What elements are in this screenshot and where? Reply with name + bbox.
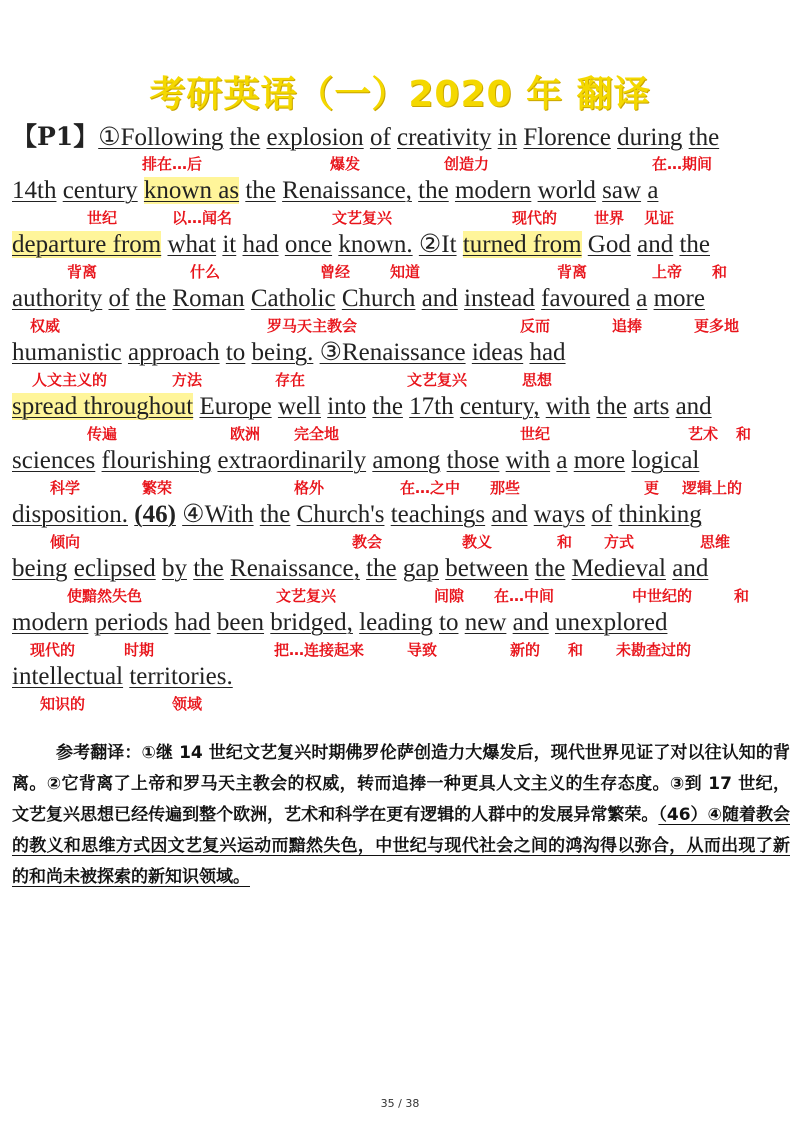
word: arts [633, 393, 670, 420]
passage-line-8 [12, 502, 792, 528]
gloss: 反而 [520, 317, 551, 335]
gloss: 爆发 [330, 155, 361, 173]
gloss: 完全地 [294, 425, 340, 443]
gloss-line-6 [12, 420, 792, 448]
word: world [537, 177, 596, 204]
word: and [637, 231, 674, 258]
paragraph-tag: 【P1】 [12, 122, 99, 151]
gloss-line-7 [12, 474, 792, 502]
word: the [245, 177, 276, 204]
reference-translation [12, 738, 790, 893]
gloss: 罗马天主教会 [267, 317, 358, 335]
word: periods [94, 609, 169, 636]
gloss: 和 [557, 533, 573, 551]
word: the [596, 393, 627, 420]
word: extraordinarily [217, 447, 367, 474]
word: logical [631, 447, 700, 474]
word: ways [533, 501, 586, 528]
word: Medieval [571, 555, 666, 582]
gloss: 间隙 [434, 587, 465, 605]
word: ①Following [98, 124, 224, 151]
word: and [672, 555, 709, 582]
gloss: 科学 [50, 479, 81, 497]
passage-line-11 [12, 664, 792, 690]
gloss-line-1 [12, 150, 792, 178]
highlighted-phrase: spread throughout [12, 393, 194, 420]
translation-text-underlined: （46）④随着教会的教义和思维方式因文艺复兴运动而黯然失色，中世纪与现代社会之间的鸿沟得以弥合，从而出现了新的和尚未被探索的新知识领域。 [12, 805, 790, 887]
word: been [216, 609, 265, 636]
gloss: 领域 [172, 695, 203, 713]
word: the [534, 555, 566, 582]
gloss-line-8 [12, 528, 792, 556]
word: the [193, 555, 224, 582]
gloss-line-11 [12, 690, 792, 718]
word: of [369, 124, 391, 151]
gloss: 见证 [644, 209, 675, 227]
word: teachings [390, 501, 486, 528]
passage-line-6 [12, 394, 792, 420]
word: Church [341, 285, 416, 312]
page-number: 35 / 38 [380, 1097, 420, 1110]
gloss: 权威 [30, 317, 61, 335]
gloss: 现代的 [30, 641, 76, 659]
gloss: 未勘查过的 [616, 641, 692, 659]
gloss: 世纪 [520, 425, 551, 443]
word: eclipsed [73, 555, 156, 582]
word: bridged, [270, 609, 353, 636]
gloss: 新的 [510, 641, 541, 659]
gloss: 排在…后 [142, 155, 203, 173]
word: into [327, 393, 367, 420]
word: God [587, 231, 631, 258]
word: more [653, 285, 705, 312]
word: Church's [296, 501, 385, 528]
word: approach [127, 339, 220, 366]
question-number: (46) [134, 501, 176, 528]
word: favoured [541, 285, 630, 312]
highlighted-phrase: turned from [462, 231, 582, 258]
word: a [556, 447, 568, 474]
gloss-line-3 [12, 258, 792, 286]
word: and [675, 393, 712, 420]
word: of [108, 285, 130, 312]
gloss: 世界 [594, 209, 625, 227]
word: creativity [397, 124, 492, 151]
word: ②It [418, 231, 457, 258]
gloss: 曾经 [320, 263, 351, 281]
gloss: 创造力 [444, 155, 490, 173]
word: with [505, 447, 551, 474]
gloss: 以…闻名 [172, 209, 233, 227]
word: and [491, 501, 528, 528]
gloss: 逻辑上的 [682, 479, 743, 497]
word: Roman [172, 285, 245, 312]
gloss: 和 [734, 587, 750, 605]
gloss: 思维 [700, 533, 731, 551]
word: 17th [409, 393, 454, 420]
gloss: 和 [736, 425, 752, 443]
gloss: 文艺复兴 [276, 587, 337, 605]
word: new [464, 609, 507, 636]
word: a [636, 285, 648, 312]
word: known. [338, 231, 413, 258]
gloss: 在…期间 [652, 155, 713, 173]
page-title: 考研英语（一）2020 年 翻译 [149, 74, 651, 115]
highlighted-phrase: departure from [12, 231, 162, 258]
word: thinking [618, 501, 702, 528]
word: and [421, 285, 458, 312]
translation-label: 参考翻译： [56, 743, 142, 763]
gloss: 繁荣 [142, 479, 173, 497]
gloss: 欧洲 [230, 425, 261, 443]
word: what [167, 231, 217, 258]
gloss: 现代的 [512, 209, 558, 227]
word: instead [464, 285, 535, 312]
word: Renaissance, [282, 177, 412, 204]
word: territories. [129, 663, 233, 690]
word: once [284, 231, 333, 258]
gloss: 背离 [557, 263, 588, 281]
word: had [529, 339, 566, 366]
word: being [12, 555, 68, 582]
gloss: 和 [568, 641, 584, 659]
word: during [617, 124, 683, 151]
gloss: 和 [712, 263, 728, 281]
word: Catholic [250, 285, 336, 312]
word: sciences [12, 447, 96, 474]
word: the [679, 231, 710, 258]
word: the [259, 501, 291, 528]
word: Florence [523, 124, 611, 151]
gloss: 什么 [190, 263, 221, 281]
word: the [366, 555, 397, 582]
gloss: 存在 [275, 371, 306, 389]
word: between [445, 555, 529, 582]
gloss: 知道 [390, 263, 421, 281]
word: ③Renaissance [319, 339, 466, 366]
word: the [418, 177, 449, 204]
gloss: 更 [644, 479, 660, 497]
gloss: 世纪 [87, 209, 118, 227]
passage-line-5 [12, 340, 792, 366]
word: by [161, 555, 187, 582]
word: the [688, 124, 720, 151]
word: ideas [471, 339, 524, 366]
word: it [222, 231, 237, 258]
word: humanistic [12, 339, 122, 366]
gloss: 在…中间 [494, 587, 555, 605]
annotated-passage [12, 124, 792, 718]
gloss: 教会 [352, 533, 383, 551]
translation-text: ①继 14 世纪文艺复兴时期佛罗伦萨创造力大爆发后，现代世界见证了对以往认知的背离。②它背离了上帝和罗马天主教会的权威，转而追捧一种更具人文主义的生存态度。③到 17 世纪，文艺复兴思想已经传遍到整个欧洲，艺术和科学在更有逻辑的人群中的发展异常繁荣。 [12, 743, 791, 825]
gloss-line-9 [12, 582, 792, 610]
gloss: 倾向 [50, 533, 81, 551]
word: a [647, 177, 659, 204]
passage-line-2 [12, 178, 792, 204]
gloss: 知识的 [40, 695, 86, 713]
word: had [174, 609, 211, 636]
word: disposition. [12, 501, 128, 528]
gloss: 时期 [124, 641, 155, 659]
gloss-line-2 [12, 204, 792, 232]
word: those [446, 447, 500, 474]
word: modern [12, 609, 89, 636]
gloss-line-4 [12, 312, 792, 340]
word: well [277, 393, 321, 420]
word: modern [454, 177, 532, 204]
passage-line-1 [12, 124, 792, 150]
word: ④With [182, 501, 254, 528]
word: of [591, 501, 613, 528]
gloss: 文艺复兴 [407, 371, 468, 389]
passage-line-7 [12, 448, 792, 474]
word: the [229, 124, 261, 151]
gloss: 教义 [462, 533, 493, 551]
gloss: 在…之中 [400, 479, 461, 497]
gloss: 把…连接起来 [274, 641, 365, 659]
word: century, [459, 393, 540, 420]
gloss-line-5 [12, 366, 792, 394]
passage-line-9 [12, 556, 792, 582]
word: explosion [266, 124, 364, 151]
word: gap [402, 555, 439, 582]
gloss: 文艺复兴 [332, 209, 393, 227]
gloss: 上帝 [652, 263, 683, 281]
passage-line-4 [12, 286, 792, 312]
word: leading [359, 609, 433, 636]
gloss: 中世纪的 [632, 587, 693, 605]
word: the [372, 393, 403, 420]
gloss: 艺术 [688, 425, 719, 443]
word: century [62, 177, 138, 204]
word: intellectual [12, 663, 124, 690]
word: had [242, 231, 279, 258]
word: being. [251, 339, 314, 366]
gloss: 人文主义的 [32, 371, 108, 389]
gloss: 使黯然失色 [67, 587, 143, 605]
gloss: 方式 [604, 533, 635, 551]
passage-line-3 [12, 232, 792, 258]
word: to [439, 609, 459, 636]
gloss: 格外 [294, 479, 325, 497]
word: with [545, 393, 591, 420]
passage-line-10 [12, 610, 792, 636]
gloss: 那些 [490, 479, 521, 497]
gloss: 方法 [172, 371, 203, 389]
gloss: 思想 [522, 371, 553, 389]
word: 14th [12, 177, 57, 204]
word: authority [12, 285, 103, 312]
gloss: 传遍 [87, 425, 118, 443]
word: unexplored [554, 609, 668, 636]
gloss: 追捧 [612, 317, 643, 335]
word: more [573, 447, 626, 474]
word: the [135, 285, 167, 312]
word: flourishing [101, 447, 212, 474]
word: to [225, 339, 246, 366]
gloss: 更多地 [694, 317, 740, 335]
word: among [372, 447, 441, 474]
gloss: 导致 [407, 641, 438, 659]
gloss: 背离 [67, 263, 98, 281]
word: saw [602, 177, 642, 204]
highlighted-phrase: known as [143, 177, 240, 204]
word: Renaissance, [230, 555, 360, 582]
gloss-line-10 [12, 636, 792, 664]
word: and [512, 609, 549, 636]
word: in [497, 124, 518, 151]
word: Europe [199, 393, 272, 420]
